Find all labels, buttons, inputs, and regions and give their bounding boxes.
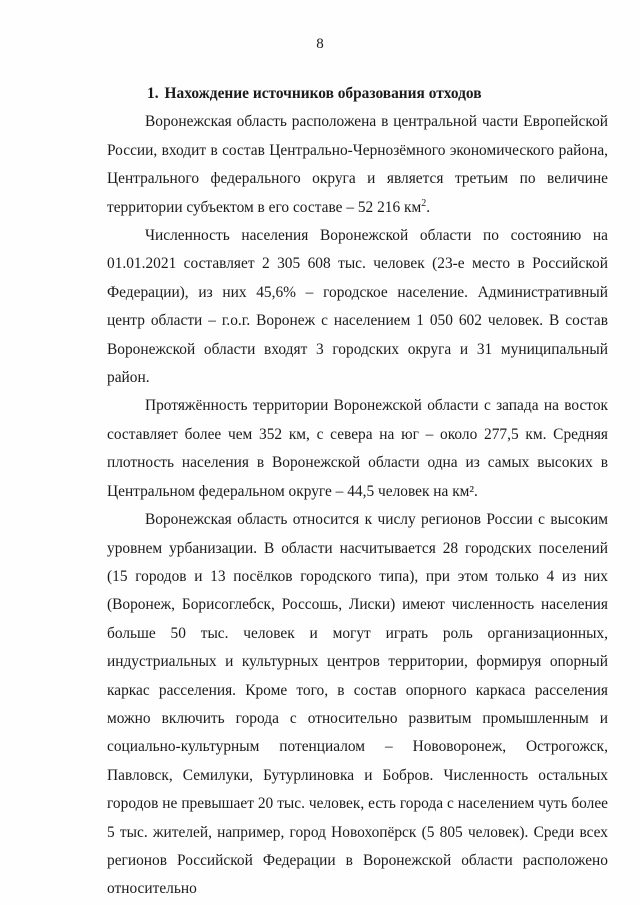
paragraph-population: Численность населения Воронежской области по состоянию на 01.01.2021 составляет 2 305 608 тыс. человек (23-е место в Российской Федерации), из них 45,6% – городское население. Административный центр области – г.о.г. Воронеж с населением 1 050 602 человек. В состав Воронежской области входят 3 городских округа и 31 муниципальный район. [107, 227, 608, 387]
paragraph-location-text: Воронежская область расположена в центральной части Европейской России, входит в состав Центрально-Чернозёмного экономического района, Центрального федерального округа и является третьим по величине территории субъектом в его составе – 52 216 км [107, 113, 608, 216]
paragraph-location-end: . [426, 198, 431, 216]
section-heading [107, 80, 608, 108]
section-number: 1. [147, 85, 159, 102]
paragraph-urbanization: Воронежская область относится к числу регионов России с высоким уровнем урбанизации. В области насчитывается 28 городских поселений (15 городов и 13 посёлков городского типа), при этом только 4 из них (Воронеж, Борисоглебск, Россошь, Лиски) имеют численность населения больше 50 тыс. человек и могут играть роль организационных, индустриальных и культурных центров территории, формируя опорный каркас расселения. Кроме того, в состав опорного каркаса расселения можно включить города с относительно развитым промышленным и социально-культурным потенциалом – Нововоронеж, Острогожск, Павловск, Семилуки, Бутурлиновка и Бобров. Численность остальных городов не превышает 20 тыс. человек, есть города с населением чуть более 5 тыс. жителей, например, город Новохопёрск (5 805 человек). Среди всех регионов Российской Федерации в Воронежской области расположено относительно [107, 511, 608, 898]
page-content [107, 80, 608, 904]
section-title: Нахождение источников образования отходов [164, 85, 482, 102]
paragraph-location [107, 108, 608, 222]
paragraph-extent: Протяжённость территории Воронежской области с запада на восток составляет более чем 352 км, с севера на юг – около 277,5 км. Средняя плотность населения в Воронежской области одна из самых высоких в Центральном федеральном округе – 44,5 человек на км². [107, 397, 608, 500]
page-number: 8 [316, 36, 324, 52]
superscript-squared: 2 [421, 197, 427, 209]
